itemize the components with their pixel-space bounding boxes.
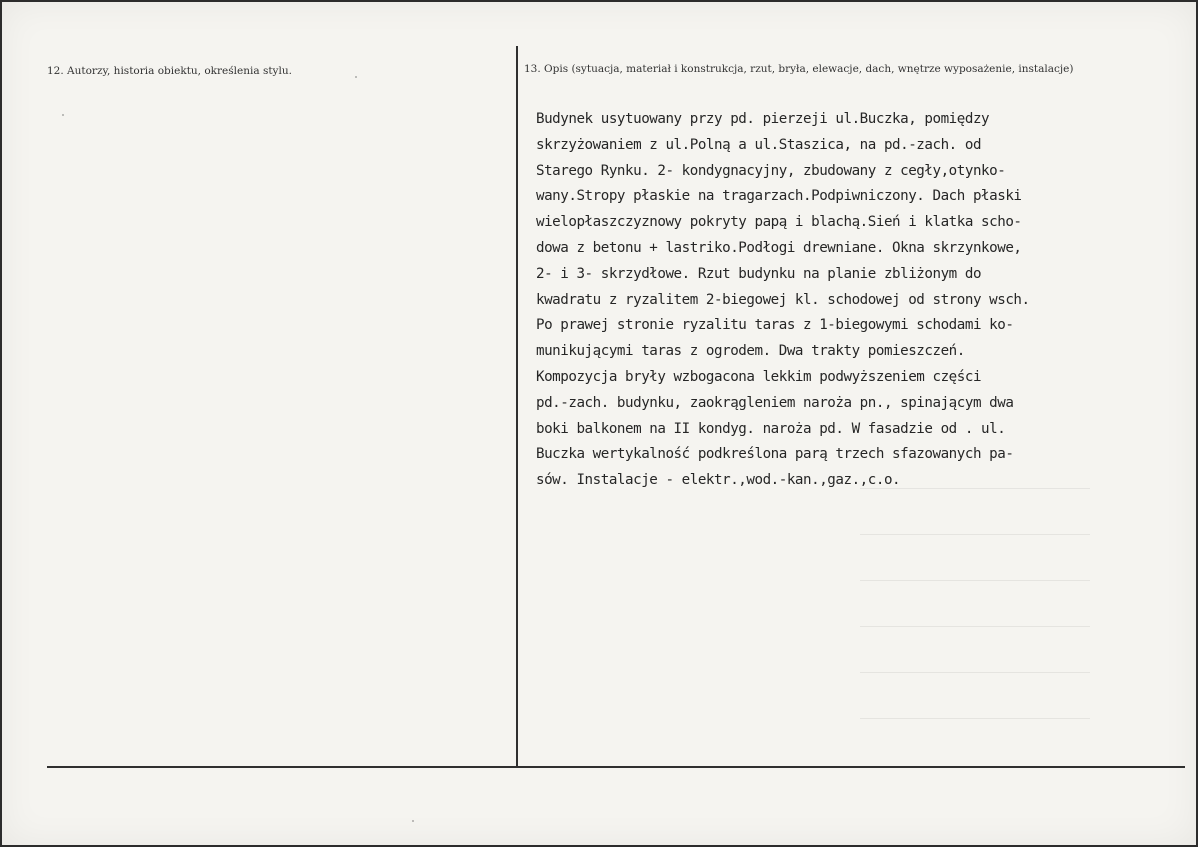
paper-speck (355, 76, 357, 78)
description-line: Budynek usytuowany przy pd. pierzeji ul.Buczka, pomiędzy (536, 111, 990, 127)
description-line: Starego Rynku. 2- kondygnacyjny, zbudowany z cegły,otynko- (536, 162, 1006, 179)
description-line: munikującymi taras z ogrodem. Dwa trakty pomieszczeń. (536, 343, 965, 360)
description-text (536, 107, 1176, 494)
description-line: kwadratu z ryzalitem 2-biegowej kl. schodowej od strony wsch. (536, 291, 1030, 308)
description-line: Buczka wertykalność podkreślona parą trzech sfazowanych pa- (536, 446, 1014, 463)
description-line: wielopłaszczyznowy pokryty papą i blachą.Sień i klatka scho- (536, 214, 1022, 231)
section-12-label: 12. Autorzy, historia obiektu, określenia stylu. (47, 65, 292, 77)
description-line: pd.-zach. budynku, zaokrągleniem naroża pn., spinającym dwa (536, 394, 1014, 411)
paper-speck (62, 114, 64, 116)
description-line: 2- i 3- skrzydłowe. Rzut budynku na planie zbliżonym do (536, 265, 982, 282)
column-divider (516, 46, 518, 768)
paper-speck (412, 820, 414, 822)
description-line: Kompozycja bryły wzbogacona lekkim podwyższeniem części (536, 368, 982, 385)
description-line: sów. Instalacje - elektr.,wod.-kan.,gaz.,c.o. (536, 472, 901, 489)
description-line: skrzyżowaniem z ul.Polną a ul.Staszica, na pd.-zach. od (536, 136, 982, 153)
description-line: wany.Stropy płaskie na tragarzach.Podpiwniczony. Dach płaski (536, 188, 1022, 205)
description-line: dowa z betonu + lastriko.Podłogi drewniane. Okna skrzynkowe, (536, 239, 1022, 256)
paper-show-through (860, 488, 1090, 768)
description-line: Po prawej stronie ryzalitu taras z 1-biegowymi schodami ko- (536, 317, 1014, 334)
section-13-label: 13. Opis (sytuacja, materiał i konstrukcja, rzut, bryła, elewacje, dach, wnętrze wyposażenie, instalacje) (524, 63, 1074, 75)
description-line: boki balkonem na II kondyg. naroża pd. W fasadzie od . ul. (536, 420, 1006, 437)
